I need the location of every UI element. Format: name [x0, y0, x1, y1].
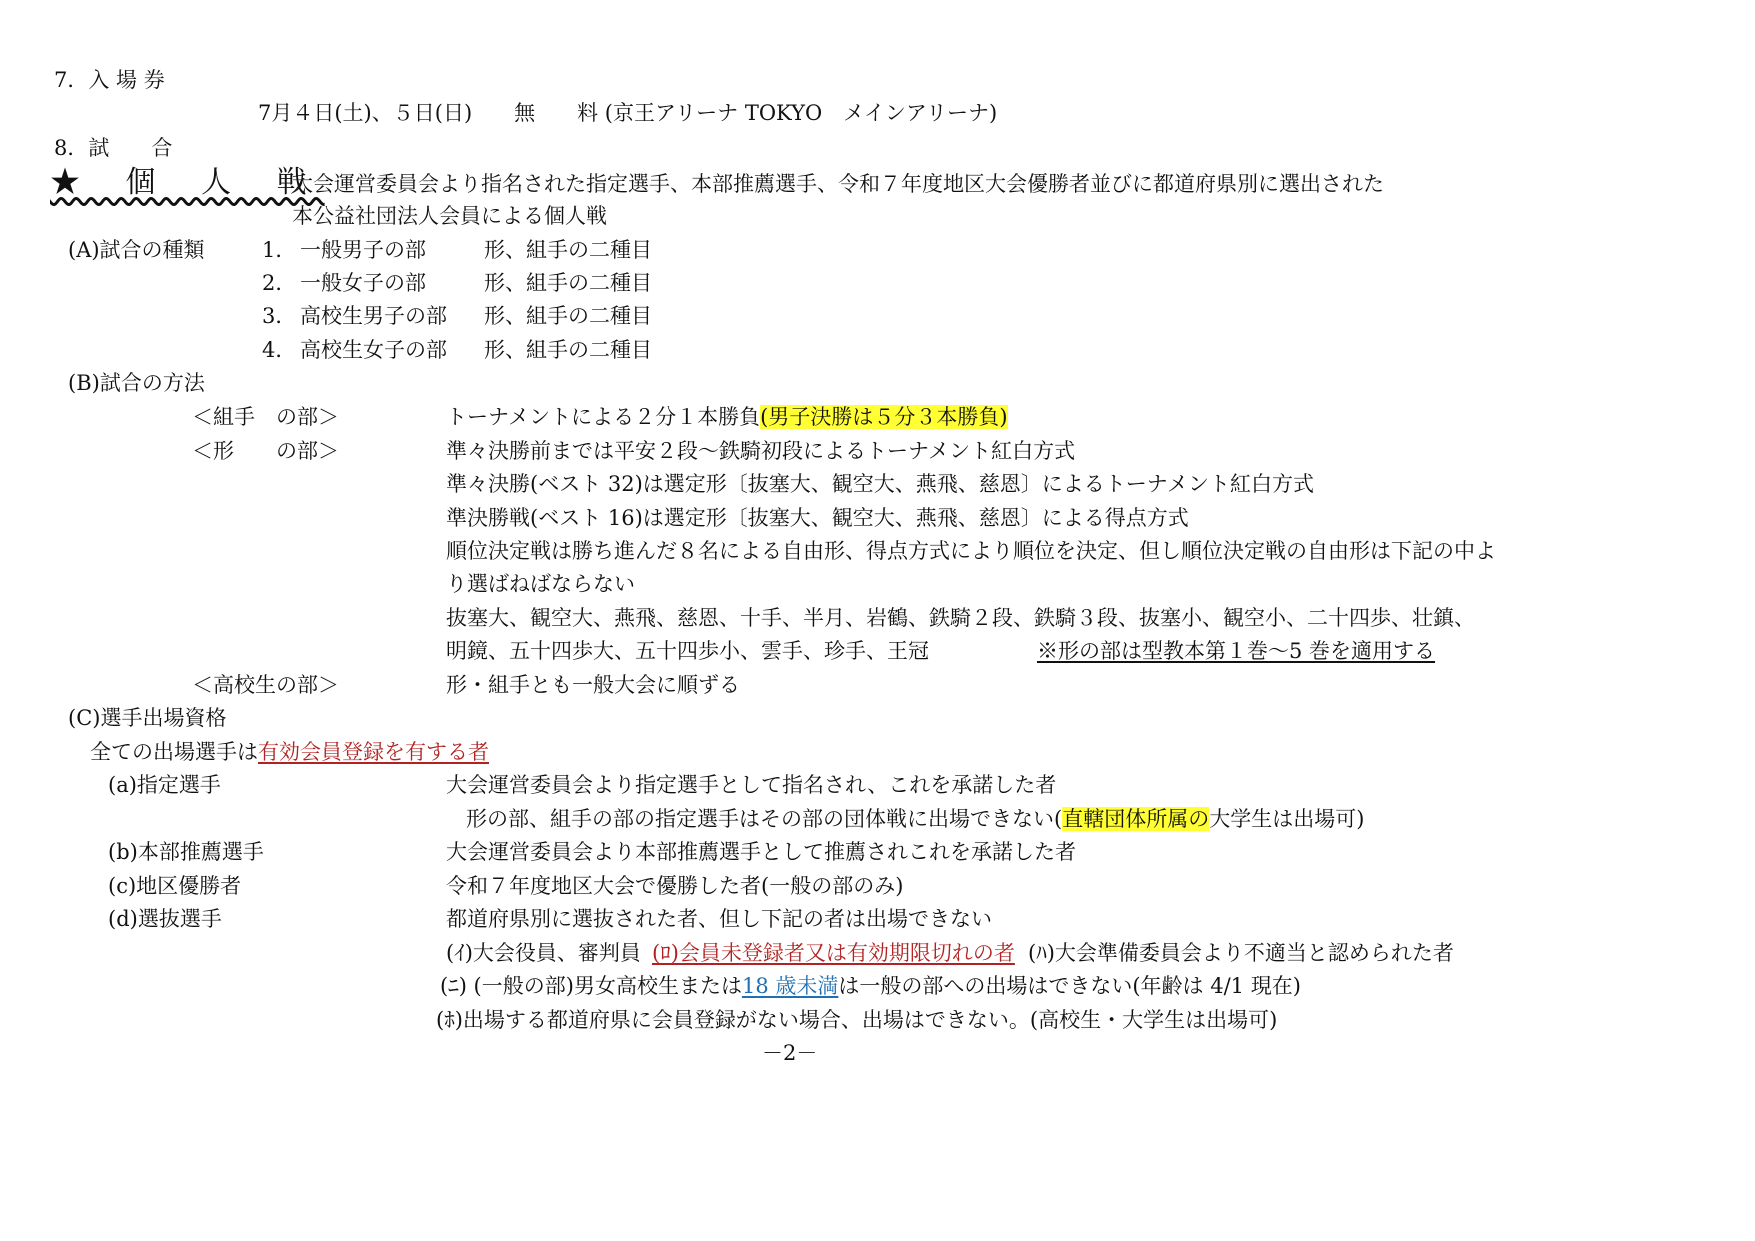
- event-type-number: 2．: [262, 271, 297, 295]
- valid-membership-note: 有効会員登録を有する者: [258, 740, 489, 764]
- regional-winner-text: 令和７年度地区大会で優勝した者(一般の部のみ): [446, 874, 904, 898]
- designated-note-post: 大学生は出場可): [1209, 807, 1365, 831]
- section-c-heading: (C)選手出場資格: [68, 706, 227, 730]
- selected-text: 都道府県別に選抜された者、但し下記の者は出場できない: [446, 907, 992, 931]
- designated-note: [466, 809, 1364, 830]
- kumite-final-highlight: (男子決勝は５分３本勝負): [760, 405, 1008, 429]
- designated-text: 大会運営委員会より指定選手として指名され、これを承諾した者: [446, 773, 1057, 797]
- exclusion-ni: [440, 976, 1301, 997]
- highschool-label: ＜高校生の部＞: [192, 673, 339, 697]
- event-type-name: 一般男子の部: [300, 238, 426, 262]
- kata-rule-line: 順位決定戦は勝ち進んだ８名による自由形、得点方式により順位を決定、但し順位決定戦の自由形は下記の中よ: [446, 539, 1496, 563]
- event-type-number: 4．: [262, 338, 297, 362]
- recommended-label: (b)本部推薦選手: [108, 840, 264, 864]
- event-type-name: 一般女子の部: [300, 271, 426, 295]
- kata-label: ＜形 の部＞: [192, 439, 339, 463]
- exclusion-ho: (ﾎ)出場する都道府県に会員登録がない場合、出場はできない。(高校生・大学生は出場可): [436, 1008, 1278, 1032]
- individual-event-title: ★ 個 人 戦: [50, 165, 325, 200]
- kata-list-line: 抜塞大、観空大、燕飛、慈恩、十手、半月、岩鶴、鉄騎２段、鉄騎３段、抜塞小、観空小、二十四歩、壮鎮、: [446, 606, 1475, 630]
- kata-rule-line: 準々決勝前までは平安２段～鉄騎初段によるトーナメント紅白方式: [446, 439, 1076, 463]
- kata-rule-line: 準々決勝(ベスト 32)は選定形〔抜塞大、観空大、燕飛、慈恩〕によるトーナメント紅白方式: [446, 472, 1314, 496]
- event-type-desc: 形、組手の二種目: [484, 238, 652, 262]
- event-type-desc: 形、組手の二種目: [484, 338, 652, 362]
- eligibility-all: [90, 742, 489, 763]
- kata-textbook-note: ※形の部は型教本第１巻～5 巻を適用する: [1037, 639, 1436, 663]
- event-type-desc: 形、組手の二種目: [484, 271, 652, 295]
- event-type-name: 高校生女子の部: [300, 338, 447, 362]
- highschool-rule: 形・組手とも一般大会に順ずる: [446, 673, 740, 697]
- event-type-number: 1．: [262, 238, 297, 262]
- section-b-heading: (B)試合の方法: [68, 371, 205, 395]
- exclusion-ni-pre: (ﾆ) (一般の部)男女高校生または: [440, 974, 742, 998]
- exclusion-ni-post: は一般の部への出場はできない(年齢は 4/1 現在): [838, 974, 1301, 998]
- designated-note-pre: 形の部、組手の部の指定選手はその部の団体戦に出場できない(: [466, 807, 1063, 831]
- kata-list-line: 明鏡、五十四歩大、五十四歩小、雲手、珍手、王冠: [446, 639, 929, 663]
- kumite-rule: [446, 407, 1008, 428]
- event-type-name: 高校生男子の部: [300, 304, 447, 328]
- individual-event-desc-2: 本公益社団法人会員による個人戦: [292, 204, 607, 228]
- kumite-rule-text: トーナメントによる２分１本勝負: [446, 405, 761, 429]
- designated-label: (a)指定選手: [108, 773, 221, 797]
- event-type-number: 3．: [262, 304, 297, 328]
- exclusion-i: (ｲ)大会役員、審判員: [446, 941, 641, 965]
- page-number: －2－: [762, 1041, 818, 1065]
- exclusion-ro: (ﾛ)会員未登録者又は有効期限切れの者: [652, 941, 1015, 965]
- kata-rule-line: 準決勝戦(ベスト 16)は選定形〔抜塞大、観空大、燕飛、慈恩〕による得点方式: [446, 506, 1189, 530]
- exclusion-ha: (ﾊ)大会準備委員会より不適当と認められた者: [1028, 941, 1454, 965]
- section-8-heading: 8．試 合: [54, 136, 173, 160]
- kata-rule-line: り選ばねばならない: [446, 572, 635, 596]
- kumite-label: ＜組手 の部＞: [192, 405, 339, 429]
- section-7-heading: 7．入 場 券: [54, 68, 165, 92]
- ticket-detail: 7月４日(土)、５日(日) 無 料 (京王アリーナ TOKYO メインアリーナ): [258, 101, 998, 125]
- event-type-desc: 形、組手の二種目: [484, 304, 652, 328]
- direct-affiliation-highlight: 直轄団体所属の: [1062, 807, 1210, 831]
- section-a-heading: (A)試合の種類: [68, 238, 205, 262]
- recommended-text: 大会運営委員会より本部推薦選手として推薦されこれを承諾した者: [446, 840, 1076, 864]
- selected-label: (d)選抜選手: [108, 907, 222, 931]
- individual-event-desc-1: 大会運営委員会より指名された指定選手、本部推薦選手、令和７年度地区大会優勝者並びに都道府県別に選出された: [292, 172, 1384, 196]
- regional-winner-label: (c)地区優勝者: [108, 874, 242, 898]
- eligibility-all-prefix: 全ての出場選手は: [90, 740, 258, 764]
- under-18-note: 18 歳未満: [741, 974, 839, 998]
